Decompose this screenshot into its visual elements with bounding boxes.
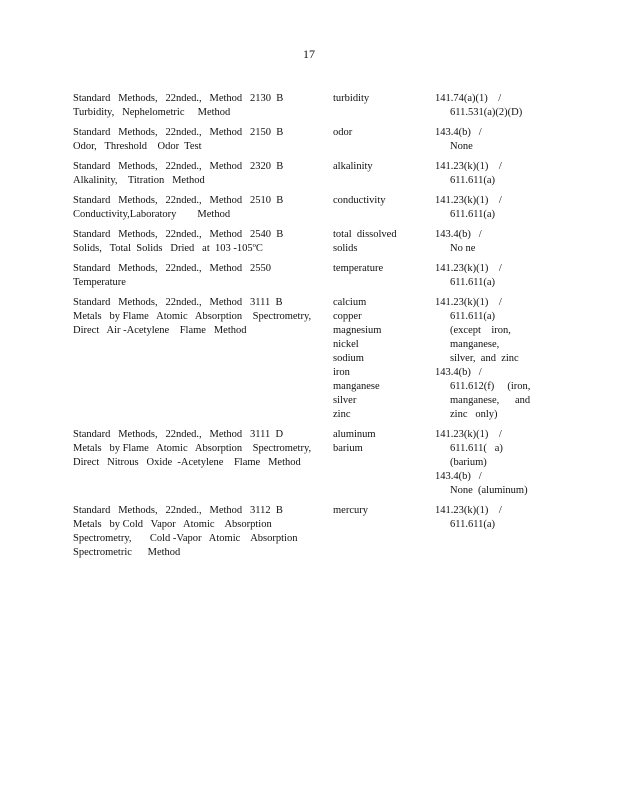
analyte-cell (333, 92, 435, 120)
analyte-line: iron (333, 367, 350, 378)
regulation-line: 611.611(a) (450, 175, 495, 186)
regulation-cell (435, 262, 533, 290)
regulation-cell (435, 160, 533, 188)
table-row (73, 428, 533, 498)
analyte-cell (333, 126, 435, 154)
analyte-cell (333, 296, 435, 422)
table-row (73, 126, 533, 154)
method-line: Standard Methods, 22nded., Method 2320 B (73, 161, 284, 172)
regulation-line: 611.611(a) (450, 311, 495, 322)
regulation-line: 141.23(k)(1) / (435, 297, 502, 308)
table-row (73, 160, 533, 188)
method-line: Direct Nitrous Oxide -Acetylene Flame Method (73, 457, 301, 468)
method-line: Solids, Total Solids Dried at 103 -105ºC (73, 243, 263, 254)
regulation-cell (435, 504, 533, 560)
regulation-line: No ne (450, 243, 476, 254)
regulation-cell (435, 228, 533, 256)
regulation-line: 611.612(f) (iron, (450, 381, 531, 392)
method-line: Standard Methods, 22nded., Method 3111 B (73, 297, 283, 308)
method-line: Metals by Cold Vapor Atomic Absorption (73, 519, 272, 530)
regulation-line: 141.23(k)(1) / (435, 429, 502, 440)
analyte-cell (333, 262, 435, 290)
regulation-line: manganese, and (450, 395, 531, 406)
regulation-cell (435, 194, 533, 222)
regulation-line: 141.23(k)(1) / (435, 195, 502, 206)
method-line: Direct Air -Acetylene Flame Method (73, 325, 247, 336)
regulation-line: 143.4(b) / (435, 367, 482, 378)
regulation-line: 611.611(a) (450, 209, 495, 220)
method-line: Turbidity, Nephelometric Method (73, 107, 231, 118)
analyte-line: temperature (333, 263, 384, 274)
analyte-line: barium (333, 443, 363, 454)
analyte-line: conductivity (333, 195, 386, 206)
regulation-line: 611.611(a) (450, 277, 495, 288)
analyte-cell (333, 228, 435, 256)
analyte-cell (333, 160, 435, 188)
regulation-line: 611.531(a)(2)(D) (450, 107, 523, 118)
analyte-line: turbidity (333, 93, 370, 104)
method-line: Odor, Threshold Odor Test (73, 141, 202, 152)
method-line: Spectrometric Method (73, 547, 181, 558)
method-cell (73, 160, 333, 188)
method-line: Standard Methods, 22nded., Method 3112 B (73, 505, 283, 516)
regulation-line: 143.4(b) / (435, 127, 482, 138)
regulation-line: silver, and zinc (450, 353, 519, 364)
regulation-cell (435, 126, 533, 154)
regulation-line: 141.23(k)(1) / (435, 263, 502, 274)
table-row (73, 262, 533, 290)
method-line: Standard Methods, 22nded., Method 2150 B (73, 127, 284, 138)
method-line: Standard Methods, 22nded., Method 2130 B (73, 93, 284, 104)
method-line: Standard Methods, 22nded., Method 2540 B (73, 229, 284, 240)
analyte-cell (333, 428, 435, 498)
regulation-line: zinc only) (450, 409, 498, 420)
regulation-line: 143.4(b) / (435, 471, 482, 482)
analyte-line: manganese (333, 381, 380, 392)
analyte-cell (333, 194, 435, 222)
analyte-line: silver (333, 395, 357, 406)
table-row (73, 228, 533, 256)
analyte-line: nickel (333, 339, 359, 350)
regulation-line: manganese, (450, 339, 500, 350)
analyte-line: total dissolved (333, 229, 397, 240)
method-cell (73, 296, 333, 422)
method-line: Temperature (73, 277, 126, 288)
method-cell (73, 428, 333, 498)
method-line: Conductivity,Laboratory Method (73, 209, 231, 220)
method-line: Metals by Flame Atomic Absorption Spectrometry, (73, 443, 312, 454)
regulation-cell (435, 428, 533, 498)
method-line: Standard Methods, 22nded., Method 2550 (73, 263, 272, 274)
regulation-line: None (450, 141, 473, 152)
regulation-line: None (aluminum) (450, 485, 528, 496)
method-cell (73, 126, 333, 154)
analyte-cell (333, 504, 435, 560)
regulation-line: 141.74(a)(1) / (435, 93, 502, 104)
table-row (73, 504, 533, 560)
analyte-line: magnesium (333, 325, 382, 336)
analyte-line: copper (333, 311, 362, 322)
methods-table (73, 92, 533, 566)
method-line: Spectrometry, Cold -Vapor Atomic Absorption (73, 533, 298, 544)
analyte-line: solids (333, 243, 358, 254)
regulation-line: 143.4(b) / (435, 229, 482, 240)
method-cell (73, 194, 333, 222)
analyte-line: alkalinity (333, 161, 373, 172)
regulation-line: 611.611(a) (450, 519, 495, 530)
regulation-cell (435, 92, 533, 120)
method-cell (73, 228, 333, 256)
regulation-line: (barium) (450, 457, 487, 468)
method-cell (73, 504, 333, 560)
analyte-line: odor (333, 127, 353, 138)
page-number: 17 (303, 47, 315, 61)
table-row (73, 296, 533, 422)
method-cell (73, 92, 333, 120)
analyte-line: calcium (333, 297, 367, 308)
regulation-line: (except iron, (450, 325, 511, 336)
method-cell (73, 262, 333, 290)
table-row (73, 194, 533, 222)
analyte-line: sodium (333, 353, 364, 364)
method-line: Alkalinity, Titration Method (73, 175, 205, 186)
analyte-line: aluminum (333, 429, 376, 440)
analyte-line: mercury (333, 505, 368, 516)
method-line: Standard Methods, 22nded., Method 2510 B (73, 195, 284, 206)
table-row (73, 92, 533, 120)
method-line: Standard Methods, 22nded., Method 3111 D (73, 429, 284, 440)
regulation-line: 141.23(k)(1) / (435, 161, 502, 172)
regulation-line: 611.611( a) (450, 443, 503, 454)
regulation-cell (435, 296, 533, 422)
analyte-line: zinc (333, 409, 351, 420)
regulation-line: 141.23(k)(1) / (435, 505, 502, 516)
method-line: Metals by Flame Atomic Absorption Spectrometry, (73, 311, 312, 322)
